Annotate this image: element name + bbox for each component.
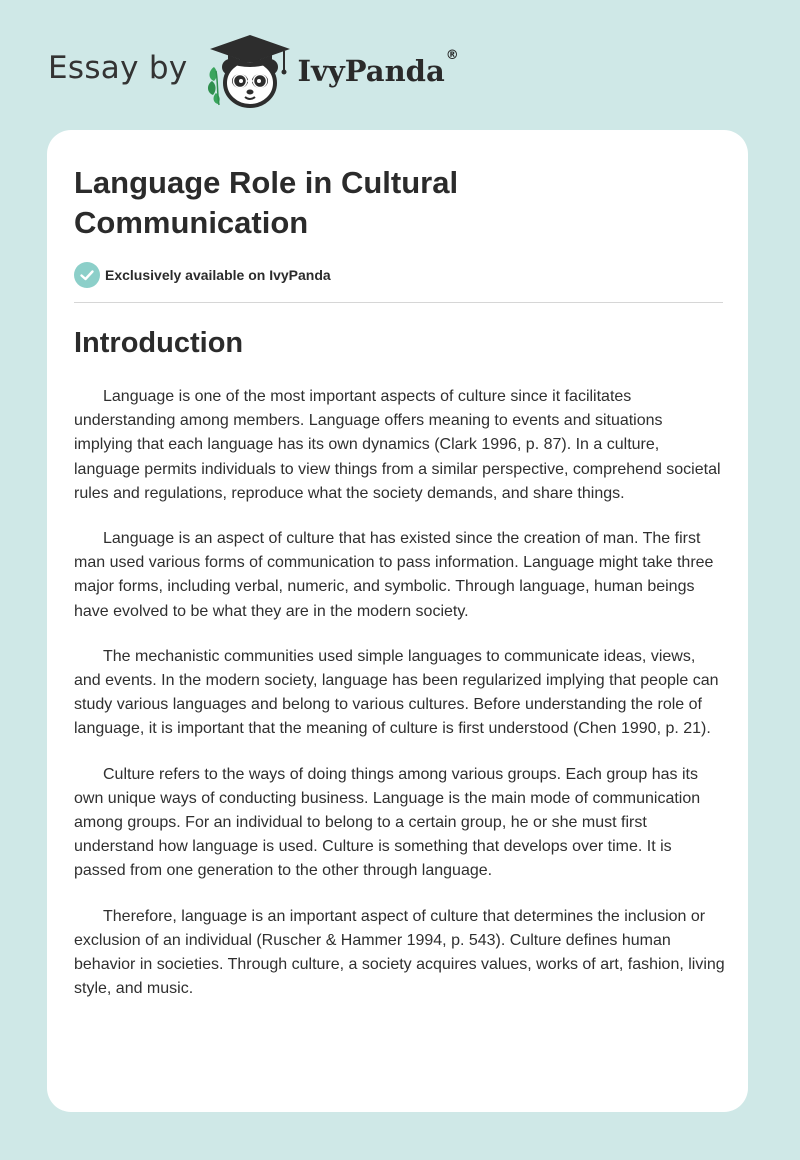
- essay-body: [74, 385, 725, 1022]
- exclusive-badge: [74, 262, 331, 288]
- check-circle-icon: [74, 262, 100, 288]
- paragraph: Language is an aspect of culture that has existed since the creation of man. The first man used various forms of communication to pass information. Language might take three major forms, including verbal, numeric, and symbolic. Through language, human beings have evolved to be what they are in the modern society.: [74, 530, 714, 620]
- essay-card: [47, 130, 748, 1112]
- paragraph: Language is one of the most important aspects of culture since it facilitates understanding among members. Language offers meaning to events and situations implying that each language has its own dynamics (Clark 1996, p. 87). In a culture, language permits individuals to view things from a similar perspective, comprehend societal rules and regulations, reproduce what the society demands, and share things.: [74, 388, 721, 502]
- registered-mark: ®: [445, 48, 459, 63]
- brand-prefix: Essay by: [48, 50, 188, 86]
- exclusive-label: Exclusively available on IvyPanda: [105, 267, 331, 283]
- page-title: Language Role in Cultural Communication: [74, 165, 459, 240]
- brand-name-text: IvyPanda: [297, 54, 445, 88]
- panda-logo-icon: [204, 31, 296, 109]
- paragraph: Therefore, language is an important aspect of culture that determines the inclusion or exclusion of an individual (Ruscher & Hammer 1994, p. 543). Culture defines human behavior in societies. Through culture, a society acquires values, works of art, fashion, living style, and music.: [74, 907, 725, 998]
- brand-name: [297, 48, 459, 88]
- divider: [74, 302, 723, 303]
- paragraph: The mechanistic communities used simple languages to communicate ideas, views, and events. In the modern society, language has been regularized implying that people can study various languages and belong to various cultures. Before understanding the role of language, it is important that the meaning of culture is first understood (Chen 1990, p. 21).: [74, 647, 719, 738]
- section-heading: Introduction: [74, 327, 244, 359]
- paragraph: Culture refers to the ways of doing things among various groups. Each group has its own unique ways of conducting business. Language is the main mode of communication among groups. For an individual to belong to a certain group, he or she must first understand how language is used. Culture is something that develops over time. It is passed from one generation to the other through language.: [74, 765, 701, 880]
- brand-header[interactable]: [48, 30, 459, 110]
